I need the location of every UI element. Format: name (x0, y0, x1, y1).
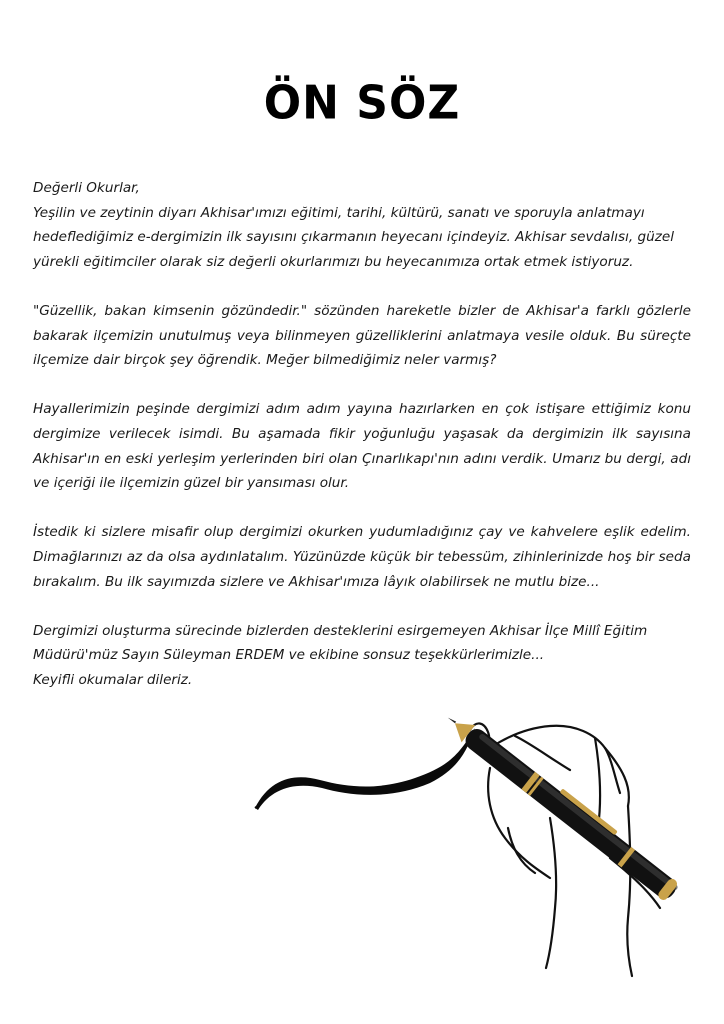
pen (440, 708, 682, 903)
page-title: ÖN SÖZ (263, 76, 461, 131)
paragraph-1-text: Yeşilin ve zeytinin diyarı Akhisar'ımızı eğitimi, tarihi, kültürü, sanatı ve sporuyla anlatmayı hedeflediğimiz e-dergimizin ilk sayısını çıkarmanın heyecanı içindeyiz. Akhisar sevdalısı, güzel yürekli eğitimciler olarak siz değerli okurlarımızı bu heyecanımıza ortak etmek istiyoruz. (33, 204, 675, 270)
ink-stroke (255, 728, 475, 810)
paragraph-3: Hayallerimizin peşinde dergimizi adım adım yayına hazırlarken en çok istişare ettiğimiz konu dergimize verilecek isimdi. Bu aşamada fikir yoğunluğu yaşasak da dergimizin ilk sayısına Akhisar'ın en eski yerleşim yerlerinden biri olan Çınarlıkapı'nın adını verdik. Umarız bu dergi, adı ve içeriği ile ilçemizin güzel bir yansıması olur. (33, 401, 691, 492)
hand-writing-with-pen-icon (250, 708, 690, 978)
paragraph-5 (33, 619, 691, 693)
greeting: Değerli Okurlar, (33, 180, 140, 196)
closing-line: Keyifli okumalar dileriz. (33, 671, 193, 688)
paragraph-2: "Güzellik, bakan kimsenin gözündedir." sözünden hareketle bizler de Akhisar'a farklı gözlerle bakarak ilçemizin unutulmuş veya bilinmeyen güzelliklerini anlatmaya vesile olduk. Bu süreçte ilçemize dair birçok şey öğrendik. Meğer bilmediğimiz neler varmış? (33, 302, 691, 369)
paragraph-5-text: Dergimizi oluşturma sürecinde bizlerden desteklerini esirgemeyen Akhisar İlçe Millî Eğitim Müdürü'müz Sayın Süleyman ERDEM ve ekibine sonsuz teşekkürlerimizle... (33, 622, 648, 664)
foreword-body (33, 176, 691, 717)
paragraph-4: İstedik ki sizlere misafir olup dergimizi okurken yudumladığınız çay ve kahvelere eşlik edelim. Dimağlarınızı az da olsa aydınlatalım. Yüzünüzde küçük bir tebessüm, zihinlerinizde hoş bir seda bırakalım. Bu ilk sayımızda sizlere ve Akhisar'ımıza lâyık olabilirsek ne mutlu bize... (33, 524, 691, 590)
paragraph-1 (33, 176, 691, 274)
